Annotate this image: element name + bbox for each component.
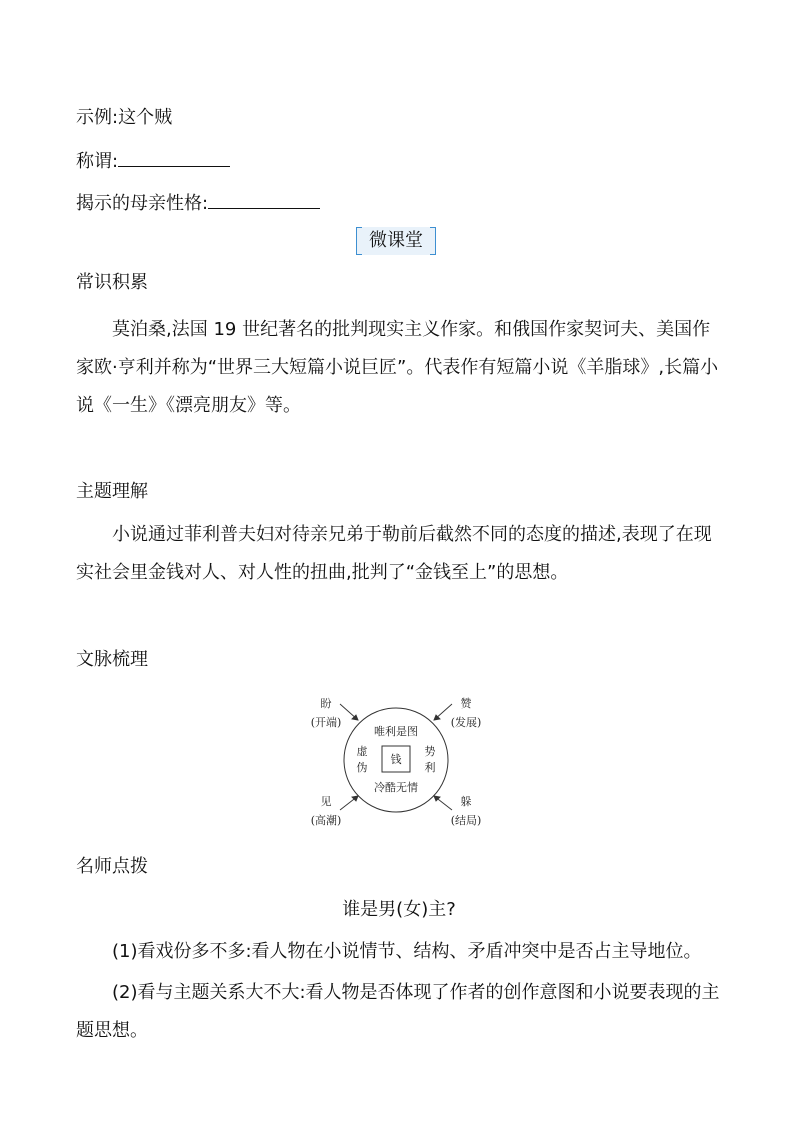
- diagram-bottom-right-stage: (结局): [450, 814, 482, 827]
- common-knowledge-paragraph: [76, 311, 722, 425]
- diagram-top-label: 唯利是图: [374, 725, 418, 738]
- teacher-tips-point1: (1)看戏份多不多:看人物在小说情节、结构、矛盾冲突中是否占主导地位。: [112, 941, 702, 962]
- diagram-right-label-1: 势: [424, 745, 436, 758]
- theme-paragraph: [76, 516, 722, 592]
- diagram-left-label-2: 伪: [356, 761, 368, 774]
- appellation-blank: [118, 148, 230, 167]
- diagram-top-left-word: 盼: [320, 697, 332, 710]
- teacher-tips-heading: 名师点拨: [76, 856, 148, 877]
- appellation-label: 称谓:: [76, 151, 119, 172]
- structure-diagram: [296, 690, 496, 830]
- teacher-tips-point2-paragraph: [76, 974, 722, 1050]
- trait-row: [76, 190, 320, 216]
- teacher-tips-point2: (2)看与主题关系大不大:看人物是否体现了作者的创作意图和小说要表现的主题思想。: [76, 982, 720, 1041]
- diagram-bottom-label: 冷酷无情: [374, 781, 418, 794]
- common-knowledge-heading: 常识积累: [76, 272, 148, 293]
- teacher-tips-point1-paragraph: [76, 933, 722, 971]
- diagram-top-right-stage: (发展): [450, 716, 482, 729]
- micro-class-banner: 微课堂: [356, 227, 436, 255]
- diagram-top-left-stage: (开端): [310, 716, 342, 729]
- appellation-row: [76, 148, 230, 174]
- diagram-bottom-right-word: 躲: [460, 795, 472, 808]
- trait-blank: [208, 190, 320, 209]
- example-line: 示例:这个贼: [76, 107, 173, 128]
- theme-text: 小说通过菲利普夫妇对待亲兄弟于勒前后截然不同的态度的描述,表现了在现实社会里金钱对人、对人性的扭曲,批判了“金钱至上”的思想。: [76, 524, 712, 583]
- diagram-right-label-2: 利: [424, 761, 436, 774]
- theme-heading: 主题理解: [76, 481, 148, 502]
- diagram-center-label: 钱: [390, 753, 402, 766]
- trait-label: 揭示的母亲性格:: [76, 193, 209, 214]
- teacher-tips-title: 谁是男(女)主?: [342, 899, 456, 920]
- diagram-top-right-word: 赞: [460, 697, 472, 710]
- common-knowledge-text: 莫泊桑,法国 19 世纪著名的批判现实主义作家。和俄国作家契诃夫、美国作家欧·亨利并称为“世界三大短篇小说巨匠”。代表作有短篇小说《羊脂球》,长篇小说《一生》《漂亮朋友》等。: [76, 319, 719, 416]
- structure-heading: 文脉梳理: [76, 649, 148, 670]
- diagram-bottom-left-word: 见: [320, 795, 332, 808]
- diagram-left-label-1: 虚: [356, 745, 368, 758]
- diagram-bottom-left-stage: (高潮): [310, 814, 342, 827]
